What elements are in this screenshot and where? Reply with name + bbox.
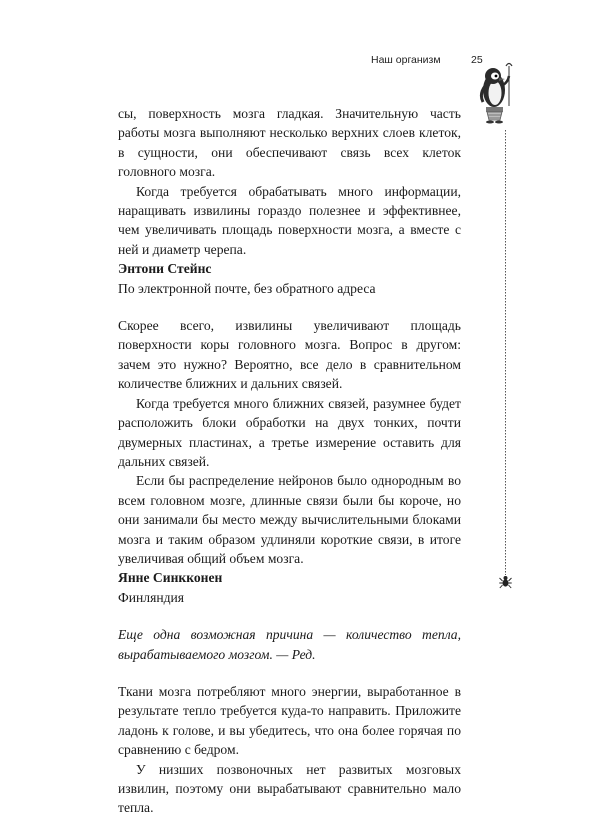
paragraph: Ткани мозга потребляют много энергии, выработанное в результате тепло требуется куда-то направить. Приложите ладонь к голове, и вы убедитесь, что она более горячая по сравнению с бедром. xyxy=(118,683,461,758)
running-title: Наш организм xyxy=(371,54,441,66)
paragraph: Когда требуется обрабатывать много информации, наращивать извилины гораздо полезнее и эффективнее, чем увеличивать площадь поверхности мозга, а вместе с ней и диаметр черепа. xyxy=(118,183,461,257)
paragraph: Скорее всего, извилины увеличивают площадь поверхности коры головного мозга. Вопрос в другом: зачем это нужно? Вероятно, все дело в сравнительном количестве ближних и дальних связей. xyxy=(118,318,461,392)
section-gap xyxy=(118,298,461,316)
letter-author-name: Энтони Стейнс xyxy=(118,261,212,277)
paragraph: У низших позвоночных нет развитых мозговых извилин, поэтому они вырабатывают сравнительно мало тепла. xyxy=(118,761,461,816)
letter-author-note: Финляндия xyxy=(118,589,185,605)
penguin-icon xyxy=(478,60,522,132)
paragraph: Если бы распределение нейронов было однородным во всем головном мозге, длинные связи были бы короче, но они занимали бы место между вычислительными блоками мозга и таким образом удлиняли короткие связи, в итоге увеличивая общий объем мозга. xyxy=(118,473,461,566)
paragraph: Когда требуется много ближних связей, разумнее будет расположить блоки обработки на двух тонких, почти двумерных пластинах, а третье измерение оставить для дальних связей. xyxy=(118,395,461,469)
editor-note: Еще одна возможная причина — количество тепла, вырабатываемого мозгом. — Ред. xyxy=(118,627,461,662)
paragraph-continuation: сы, поверхность мозга гладкая. Значительную часть работы мозга выполняют несколько верхних слоев клеток, в сущности, они обеспечивают связь всех клеток головного мозга. xyxy=(118,106,461,180)
spider-icon xyxy=(499,573,512,589)
page-number: 25 xyxy=(471,54,483,66)
spider-thread xyxy=(505,130,506,575)
section-gap xyxy=(118,607,461,625)
letter-author-note: По электронной почте, без обратного адреса xyxy=(118,280,376,296)
letter-author-name: Янне Синкконен xyxy=(118,570,223,586)
section-gap xyxy=(118,664,461,682)
page-body xyxy=(118,104,461,818)
